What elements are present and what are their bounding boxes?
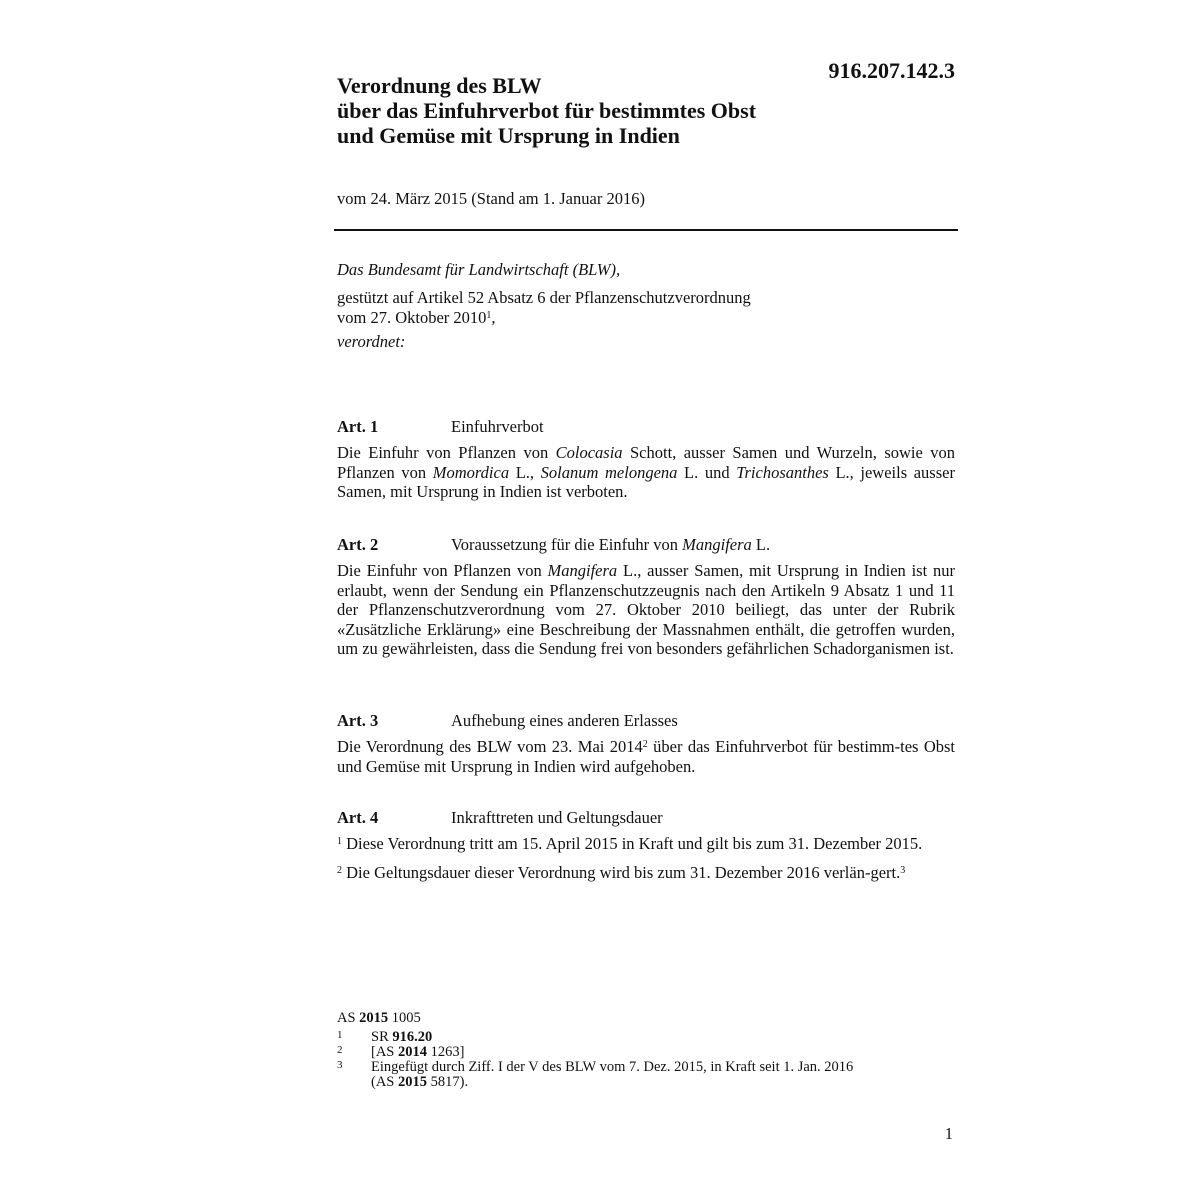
article-4: [337, 808, 955, 882]
legal-basis-text: ,: [491, 308, 496, 327]
footnote-ref[interactable]: 2: [642, 739, 648, 750]
legal-basis-text: gestützt auf Artikel 52 Absatz 6 der Pflanzenschutzverordnung: [337, 288, 751, 307]
article-body: [337, 834, 955, 882]
title-line: und Gemüse mit Ursprung in Indien: [337, 123, 680, 148]
article-3: [337, 711, 955, 776]
text-run: Die Verordnung des BLW vom 23. Mai 2014: [337, 737, 643, 756]
issuer: Das Bundesamt für Landwirtschaft (BLW),: [337, 260, 621, 279]
footnote-number: 1: [337, 1029, 343, 1041]
text-run: Schott, ausser Samen und Wurzeln, sowie von Pflanzen von: [337, 443, 956, 482]
article-title: Aufhebung eines anderen Erlasses: [451, 711, 678, 730]
official-compilation-ref: [337, 1011, 957, 1026]
article-2: [337, 535, 955, 659]
article-number: Art. 1: [337, 417, 379, 436]
article-paragraph: [337, 863, 955, 883]
text-run: AS: [337, 1010, 360, 1026]
footnotes: [337, 1011, 957, 1090]
text-run: [AS: [371, 1044, 398, 1060]
text-run: Die Geltungsdauer dieser Verordnung wird bis zum 31. Dezember 2016 verlän-gert.: [342, 862, 901, 882]
paragraph-number: 2: [337, 864, 342, 876]
text-run: L.,: [509, 462, 541, 482]
text-run: Die Einfuhr von Pflanzen von: [337, 443, 556, 462]
page-number: 1: [944, 1124, 953, 1143]
taxon-name: Colocasia: [555, 443, 623, 462]
taxon-name: Momordica: [432, 462, 510, 482]
article-title: Inkrafttreten und Geltungsdauer: [451, 808, 663, 827]
article-number: Art. 4: [337, 808, 379, 827]
taxon-name: Mangifera: [682, 535, 752, 554]
text-run: 916.20: [392, 1029, 433, 1045]
footnote-number: 2: [337, 1044, 343, 1056]
footnote: [337, 1030, 957, 1045]
article-title: Einfuhrverbot: [451, 417, 544, 436]
text-run: 5817).: [427, 1074, 469, 1090]
article-body: [337, 443, 955, 502]
text-run: Voraussetzung für die Einfuhr von: [451, 535, 683, 554]
preamble: [337, 260, 957, 352]
article-heading: [337, 535, 955, 557]
text-run: 1005: [388, 1010, 421, 1026]
paragraph-number: 1: [337, 836, 342, 847]
article-body: [337, 737, 955, 776]
text-run: L., jeweils ausser Samen, mit Ursprung in Indien ist verboten.: [337, 462, 955, 501]
article-title: [451, 535, 770, 555]
article-heading: [337, 711, 955, 733]
text-run: 1263]: [427, 1044, 465, 1060]
footnote: [337, 1060, 957, 1090]
text-run: SR: [371, 1029, 393, 1045]
article-paragraph: [337, 561, 955, 659]
text-run: L. und: [677, 462, 737, 482]
footnote-number: 3: [337, 1059, 343, 1071]
article-paragraph: [337, 443, 955, 502]
article-1: [337, 417, 955, 502]
text-run: 2015: [359, 1010, 389, 1026]
article-paragraph: [337, 737, 955, 776]
footnote-ref[interactable]: 1: [486, 310, 492, 321]
ordains: verordnet:: [337, 332, 406, 351]
text-run: (AS: [371, 1074, 398, 1090]
footnote-ref[interactable]: 3: [900, 864, 906, 876]
article-body: [337, 561, 955, 659]
legal-basis: [337, 288, 957, 328]
title-line: Verordnung des BLW: [337, 73, 542, 98]
article-heading: [337, 417, 955, 439]
taxon-name: Solanum melongena: [540, 462, 678, 482]
article-number: Art. 2: [337, 535, 379, 554]
footnote: [337, 1045, 957, 1060]
text-run: 2015: [398, 1074, 427, 1090]
document-title: [337, 73, 857, 148]
taxon-name: Mangifera: [547, 561, 618, 580]
text-run: L.: [751, 535, 771, 554]
header-divider: [334, 229, 958, 231]
text-run: L., ausser Samen, mit Ursprung in Indien ist nur erlaubt, wenn der Sendung ein Pflanzenschutzzeugnis nach den Artikeln 9 Absatz 1 und 11 der Pflanzenschutzverordnung vom 27. Oktober 2010 beiliegt, das unter der Rubrik «Zusätzliche Erklärung» eine Beschreibung der Massnahmen enthält, die getroffen wurden, um zu gewährleisten, dass die Sendung frei von besonders gefährlichen Schadorganismen ist.: [337, 561, 955, 658]
sr-number: 916.207.142.3: [828, 58, 955, 83]
text-run: Diese Verordnung tritt am 15. April 2015 in Kraft und gilt bis zum 31. Dezember 2015.: [342, 834, 923, 853]
article-number: Art. 3: [337, 711, 379, 730]
text-run: Die Einfuhr von Pflanzen von: [337, 561, 548, 580]
article-paragraph: [337, 834, 955, 854]
taxon-name: Trichosanthes: [736, 462, 829, 482]
article-heading: [337, 808, 955, 830]
text-run: Eingefügt durch Ziff. I der V des BLW vom 7. Dez. 2015, in Kraft seit 1. Jan. 2016: [371, 1059, 854, 1075]
text-run: 2014: [398, 1044, 427, 1060]
title-line: über das Einfuhrverbot für bestimmtes Obst: [337, 98, 757, 123]
text-run: über das Einfuhrverbot für bestimm-tes Obst und Gemüse mit Ursprung in Indien wird aufgehoben.: [337, 737, 956, 776]
legal-basis-text: vom 27. Oktober 2010: [337, 308, 487, 327]
date-line: vom 24. März 2015 (Stand am 1. Januar 2016): [337, 189, 645, 208]
